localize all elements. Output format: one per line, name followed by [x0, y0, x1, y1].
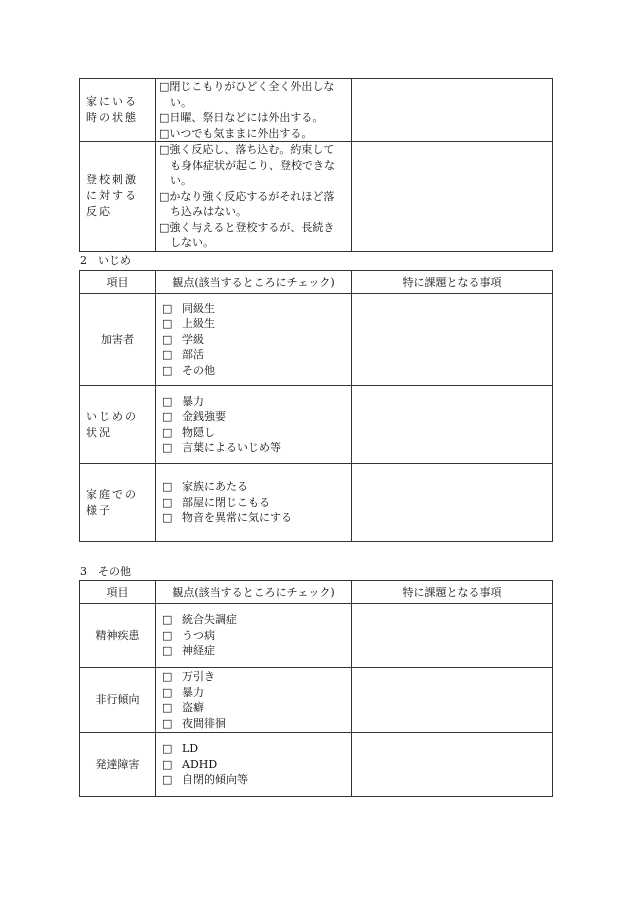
notes-cell[interactable]	[352, 733, 553, 797]
header-issues: 特に課題となる事項	[352, 271, 553, 294]
row-label-delinquency: 非行傾向	[80, 668, 156, 733]
checkbox-icon[interactable]: □	[162, 410, 173, 423]
row-label-home-behavior: 家庭での 様子	[80, 464, 156, 542]
table-row	[80, 386, 553, 464]
row-label-school-stimulus	[80, 142, 156, 252]
label-line: 家にいる	[86, 95, 138, 108]
table-row	[80, 142, 553, 252]
options-bullying-situation	[156, 386, 352, 464]
checkbox-option[interactable]: □ 物隠し	[162, 425, 215, 439]
header-viewpoint: 観点(該当するところにチェック)	[156, 271, 352, 294]
checkbox-icon[interactable]: □	[162, 670, 173, 683]
table-row	[80, 668, 553, 733]
checkbox-icon[interactable]: □	[162, 742, 173, 756]
options-home-behavior	[156, 464, 352, 542]
checkbox-option[interactable]: □ うつ病	[162, 628, 215, 642]
table-bullying	[79, 270, 553, 542]
section-heading-other: 3 その他	[80, 565, 131, 578]
table-row	[80, 464, 553, 542]
checkbox-option[interactable]: □ 統合失調症	[162, 613, 237, 627]
notes-cell[interactable]	[352, 79, 553, 142]
checkbox-icon[interactable]: □	[162, 348, 173, 362]
checkbox-option[interactable]: □ その他	[162, 363, 215, 377]
checkbox-option[interactable]: □かなり強く反応するがそれほど落 ち込みはない。	[159, 189, 335, 218]
checkbox-icon[interactable]: □	[162, 644, 173, 658]
checkbox-option[interactable]: □ 夜間徘徊	[162, 716, 226, 730]
notes-cell[interactable]	[352, 668, 553, 733]
header-issues: 特に課題となる事項	[352, 581, 553, 604]
checkbox-option[interactable]: □閉じこもりがひどく全く外出しな い。	[159, 80, 335, 109]
row-label-home-state	[80, 79, 156, 142]
options-home-state	[156, 79, 352, 142]
checkbox-option[interactable]: □ 自閉的傾向等	[162, 773, 248, 787]
label-line: に対する	[86, 189, 138, 203]
checkbox-icon[interactable]: □	[162, 317, 173, 331]
notes-cell[interactable]	[352, 386, 553, 464]
options-developmental-disorder	[156, 733, 352, 797]
checkbox-option[interactable]: □ 部屋に閉じこもる	[162, 495, 270, 509]
checkbox-option[interactable]: □強く与えると登校するが、長続き しない。	[159, 220, 335, 249]
checkbox-icon[interactable]: □	[162, 394, 173, 408]
checkbox-option[interactable]: □いつでも気ままに外出する。	[159, 126, 313, 140]
label-line: 反応	[86, 205, 112, 219]
checkbox-option[interactable]: □ 家族にあたる	[162, 480, 248, 494]
checkbox-icon[interactable]: □	[162, 425, 173, 439]
checkbox-icon[interactable]: □	[162, 480, 173, 494]
table-header-row	[80, 271, 553, 294]
table-row	[80, 294, 553, 386]
options-mental-illness	[156, 604, 352, 668]
checkbox-icon[interactable]: □	[162, 773, 173, 787]
row-label-mental-illness: 精神疾患	[80, 604, 156, 668]
options-delinquency	[156, 668, 352, 733]
section-heading-bullying: 2 いじめ	[80, 254, 131, 267]
checkbox-icon[interactable]: □	[162, 441, 173, 454]
table-status	[79, 78, 553, 252]
checkbox-icon[interactable]: □	[162, 511, 173, 525]
checkbox-option[interactable]: □ 金銭強要	[162, 410, 226, 423]
table-row	[80, 733, 553, 797]
row-label-perpetrator: 加害者	[80, 294, 156, 386]
checkbox-option[interactable]: □ 万引き	[162, 670, 215, 683]
row-label-developmental-disorder: 発達障害	[80, 733, 156, 797]
checkbox-option[interactable]: □ 言葉によるいじめ等	[162, 441, 281, 454]
checkbox-option[interactable]: □ ADHD	[162, 757, 218, 771]
checkbox-option[interactable]: □ LD	[162, 742, 199, 756]
checkbox-option[interactable]: □ 盗癖	[162, 701, 204, 714]
checkbox-icon[interactable]: □	[162, 301, 173, 315]
checkbox-option[interactable]: □ 上級生	[162, 317, 215, 331]
table-row	[80, 604, 553, 668]
options-school-stimulus	[156, 142, 352, 252]
header-viewpoint: 観点(該当するところにチェック)	[156, 581, 352, 604]
checkbox-icon[interactable]: □	[162, 757, 173, 771]
checkbox-option[interactable]: □ 物音を異常に気にする	[162, 511, 292, 525]
notes-cell[interactable]	[352, 142, 553, 252]
checkbox-option[interactable]: □ 暴力	[162, 685, 204, 699]
checkbox-option[interactable]: □強く反応し、落ち込む。約束して も身体症状が起こり、登校できな い。	[159, 143, 335, 187]
checkbox-icon[interactable]: □	[162, 628, 173, 642]
options-perpetrator	[156, 294, 352, 386]
header-item: 項目	[80, 271, 156, 294]
notes-cell[interactable]	[352, 604, 553, 668]
checkbox-option[interactable]: □ 学級	[162, 332, 204, 346]
label-line: 時の状態	[86, 111, 138, 124]
checkbox-option[interactable]: □日曜、祭日などには外出する。	[159, 111, 324, 124]
checkbox-icon[interactable]: □	[162, 685, 173, 699]
checkbox-icon[interactable]: □	[162, 495, 173, 509]
checkbox-icon[interactable]: □	[162, 716, 173, 730]
notes-cell[interactable]	[352, 294, 553, 386]
table-other	[79, 580, 553, 797]
header-item: 項目	[80, 581, 156, 604]
checkbox-option[interactable]: □ 同級生	[162, 301, 215, 315]
label-line: 登校刺激	[86, 173, 138, 187]
table-header-row	[80, 581, 553, 604]
table-row	[80, 79, 553, 142]
checkbox-option[interactable]: □ 部活	[162, 348, 204, 362]
checkbox-icon[interactable]: □	[162, 363, 173, 377]
row-label-bullying-situation: いじめの 状況	[80, 386, 156, 464]
checkbox-option[interactable]: □ 暴力	[162, 394, 204, 408]
checkbox-icon[interactable]: □	[162, 332, 173, 346]
checkbox-icon[interactable]: □	[162, 613, 173, 627]
checkbox-option[interactable]: □ 神経症	[162, 644, 215, 658]
checkbox-icon[interactable]: □	[162, 701, 173, 714]
notes-cell[interactable]	[352, 464, 553, 542]
